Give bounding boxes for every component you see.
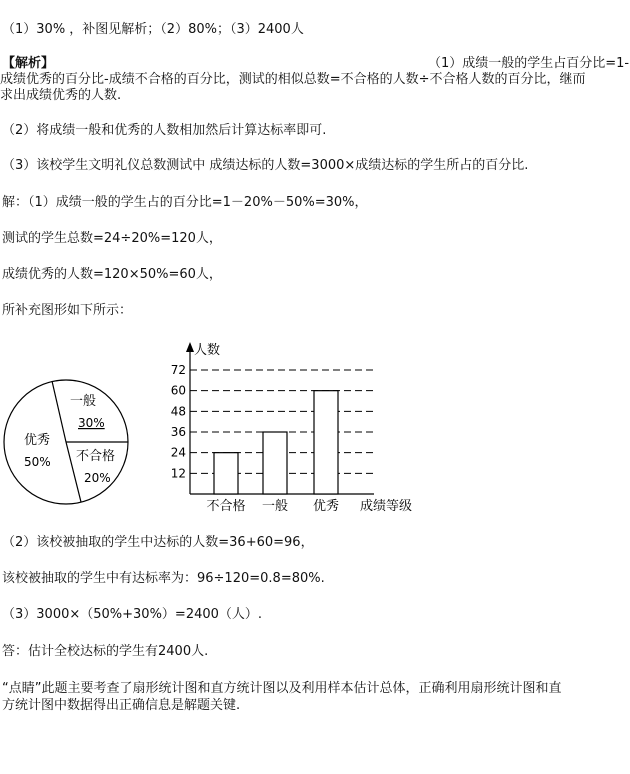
comment-line-1: “点睛”此题主要考查了扇形统计图和直方统计图以及利用样本估计总体，正确利用扇形统计图和直	[2, 681, 562, 696]
y-tick-label: 12	[170, 466, 186, 481]
x-axis-title: 成绩等级	[360, 499, 413, 514]
bar-0	[214, 453, 238, 494]
solution-step-7: （3）3000×（50%+30%）=2400（人）.	[2, 607, 263, 622]
analysis-p3: （3）该校学生文明礼仪总数测试中 成绩达标的人数=3000×成绩达标的学生所占的百分比.	[2, 158, 529, 173]
solution-step-5: （2）该校被抽取的学生中达标的人数=36+60=96，	[2, 535, 314, 550]
solution-step-3: 成绩优秀的人数=120×50%=60人，	[2, 267, 222, 282]
pie-value-general: 30%	[78, 416, 105, 430]
y-tick-label: 36	[170, 425, 186, 439]
solution-step-6: 该校被抽取的学生中有达标率为：96÷120=0.8=80%.	[2, 571, 325, 586]
solution-step-2: 测试的学生总数=24÷20%=120人，	[2, 231, 222, 246]
y-tick-label: 60	[170, 383, 186, 398]
solution-step-4: 所补充图形如下所示：	[2, 303, 133, 318]
y-axis-arrow	[186, 342, 194, 352]
analysis-label: 【解析】	[2, 56, 55, 71]
y-tick-label: 48	[170, 404, 186, 419]
solution-answer: 答：估计全校达标的学生有2400人.	[2, 644, 209, 659]
y-tick-label: 24	[170, 445, 186, 460]
solution-step-1: 解：（1）成绩一般的学生占的百分比=1－20%－50%=30%，	[2, 195, 368, 210]
comment-line-2: 方统计图中数据得出正确信息是解题关键.	[2, 698, 241, 713]
x-tick-labels	[206, 498, 339, 514]
pie-value-excellent: 50%	[24, 455, 51, 469]
x-tick-label: 不合格	[206, 499, 246, 514]
y-tick-label: 72	[170, 363, 186, 377]
x-tick-label: 一般	[261, 499, 289, 514]
pie-label-fail: 不合格	[76, 449, 116, 464]
x-tick-label: 优秀	[312, 499, 340, 514]
analysis-p2: （2）将成绩一般和优秀的人数相加然后计算达标率即可.	[2, 123, 327, 138]
analysis-p1-line1: 成绩优秀的百分比-成绩不合格的百分比，测试的相似总数=不合格的人数÷不合格人数的百分比，继而	[0, 72, 586, 87]
pie-label-general: 一般	[70, 394, 97, 409]
y-axis-title: 人数	[194, 343, 221, 358]
answer-line: （1）30% ，补图见解析；（2）80%；（3）2400人	[2, 22, 304, 37]
bar-2	[314, 391, 338, 494]
pie-label-excellent: 优秀	[24, 433, 51, 448]
analysis-p1-right: （1）成绩一般的学生占百分比=1-	[428, 56, 630, 71]
analysis-p1-line2: 求出成绩优秀的人数.	[0, 88, 122, 103]
pie-chart	[0, 376, 140, 516]
bar-chart	[160, 336, 430, 516]
bar-1	[263, 432, 287, 494]
bars	[214, 391, 338, 494]
pie-value-fail: 20%	[84, 471, 111, 485]
y-tick-labels	[171, 363, 186, 480]
